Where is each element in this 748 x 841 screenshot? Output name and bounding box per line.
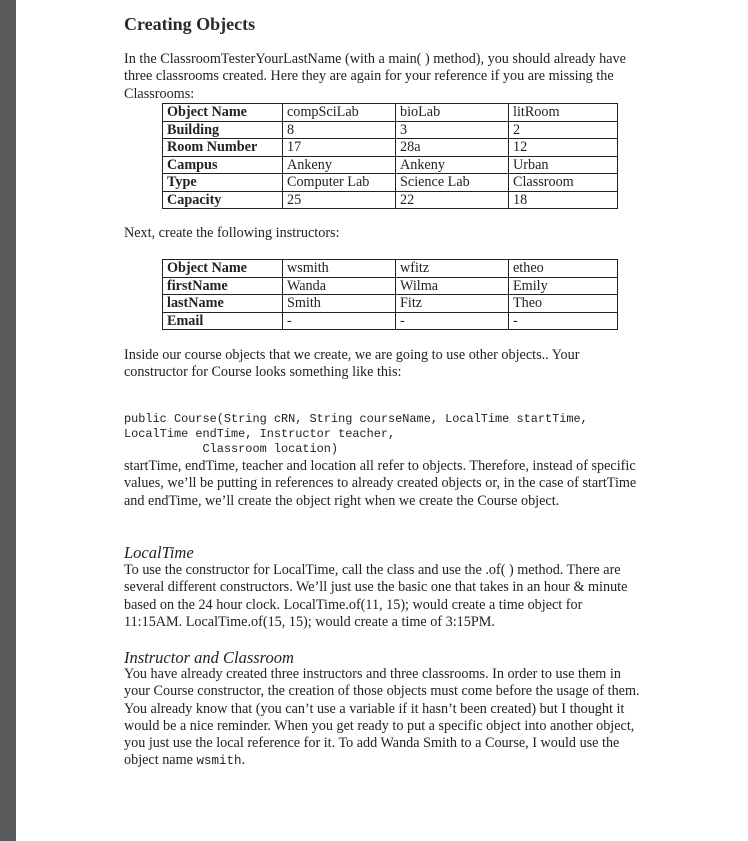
row-label: Building xyxy=(163,121,283,139)
row-label: Room Number xyxy=(163,139,283,157)
row-label: Object Name xyxy=(163,104,283,122)
localtime-heading: LocalTime xyxy=(124,543,194,562)
table-cell: Theo xyxy=(509,295,618,313)
table-cell: 12 xyxy=(509,139,618,157)
viewer-side-bar xyxy=(0,0,16,841)
code-line: LocalTime endTime, Instructor teacher, xyxy=(124,427,396,441)
page-title: Creating Objects xyxy=(124,14,256,34)
instructors-intro: Next, create the following instructors: xyxy=(124,225,340,241)
table-row xyxy=(163,277,618,295)
table-cell: 17 xyxy=(283,139,396,157)
table-cell: Fitz xyxy=(396,295,509,313)
row-label: lastName xyxy=(163,295,283,313)
instructor-paragraph-text: You have already created three instructors and three classrooms. In order to use them in your Course constructor, the creation of those objects must come before the usage of them. You already know that (you can’t use a variable if it hasn’t been created) but I thought it would be a nice reminder. When you get ready to put a specific object into another object, you just use the local reference for it. To add Wanda Smith to a Course, I would use the object name xyxy=(124,666,640,769)
table-cell: Computer Lab xyxy=(283,174,396,192)
code-line: Classroom location) xyxy=(124,442,339,456)
row-label: Object Name xyxy=(163,260,283,278)
table-cell: Classroom xyxy=(509,174,618,192)
table-row xyxy=(163,260,618,278)
table-cell: Wilma xyxy=(396,277,509,295)
table-row xyxy=(163,312,618,330)
sentence-end: . xyxy=(241,752,246,769)
table-row xyxy=(163,121,618,139)
table-cell: wsmith xyxy=(283,260,396,278)
row-label: Capacity xyxy=(163,191,283,209)
code-line: public Course(String cRN, String courseName, LocalTime startTime, xyxy=(124,412,588,426)
instructor-classroom-paragraph xyxy=(124,666,644,771)
table-cell: Science Lab xyxy=(396,174,509,192)
wsmith-code-ref: wsmith xyxy=(196,754,242,769)
table-cell: 8 xyxy=(283,121,396,139)
instructor-classroom-heading: Instructor and Classroom xyxy=(124,648,294,667)
table-cell: 18 xyxy=(509,191,618,209)
row-label: Email xyxy=(163,312,283,330)
localtime-paragraph: To use the constructor for LocalTime, call the class and use the .of( ) method. There are several different constructors. We’ll just use the basic one that takes in an hour & minute based on the 24 hour clock. LocalTime.of(11, 15); would create a time object for 11:15AM. LocalTime.of(15, 15); would create a time of 3:15PM. xyxy=(124,562,628,630)
table-row xyxy=(163,104,618,122)
table-cell: wfitz xyxy=(396,260,509,278)
table-cell: Urban xyxy=(509,156,618,174)
table-row xyxy=(163,156,618,174)
table-cell: Emily xyxy=(509,277,618,295)
table-cell: Wanda xyxy=(283,277,396,295)
table-cell: compSciLab xyxy=(283,104,396,122)
table-cell: - xyxy=(283,312,396,330)
table-row xyxy=(163,139,618,157)
table-row xyxy=(163,191,618,209)
table-cell: etheo xyxy=(509,260,618,278)
row-label: Type xyxy=(163,174,283,192)
table-row xyxy=(163,174,618,192)
table-cell: Ankeny xyxy=(396,156,509,174)
table-cell: litRoom xyxy=(509,104,618,122)
table-cell: 25 xyxy=(283,191,396,209)
refs-paragraph: startTime, endTime, teacher and location all refer to objects. Therefore, instead of specific values, we’ll be putting in references to already created objects or, in the case of startTime and endTime, we’ll create the object right when we create the Course object. xyxy=(124,458,637,509)
table-cell: 28a xyxy=(396,139,509,157)
table-cell: 22 xyxy=(396,191,509,209)
table-cell: 3 xyxy=(396,121,509,139)
table-cell: Smith xyxy=(283,295,396,313)
course-intro-paragraph: Inside our course objects that we create, we are going to use other objects.. Your constructor for Course looks something like this: xyxy=(124,347,580,381)
row-label: firstName xyxy=(163,277,283,295)
table-row xyxy=(163,295,618,313)
table-cell: Ankeny xyxy=(283,156,396,174)
intro-paragraph: In the ClassroomTesterYourLastName (with a main( ) method), you should already have three classrooms created. Here they are again for your reference if you are missing the Classrooms: xyxy=(124,51,626,102)
table-cell: bioLab xyxy=(396,104,509,122)
row-label: Campus xyxy=(163,156,283,174)
classrooms-table xyxy=(162,103,618,209)
table-cell: - xyxy=(396,312,509,330)
table-cell: - xyxy=(509,312,618,330)
table-cell: 2 xyxy=(509,121,618,139)
instructors-table xyxy=(162,259,618,330)
